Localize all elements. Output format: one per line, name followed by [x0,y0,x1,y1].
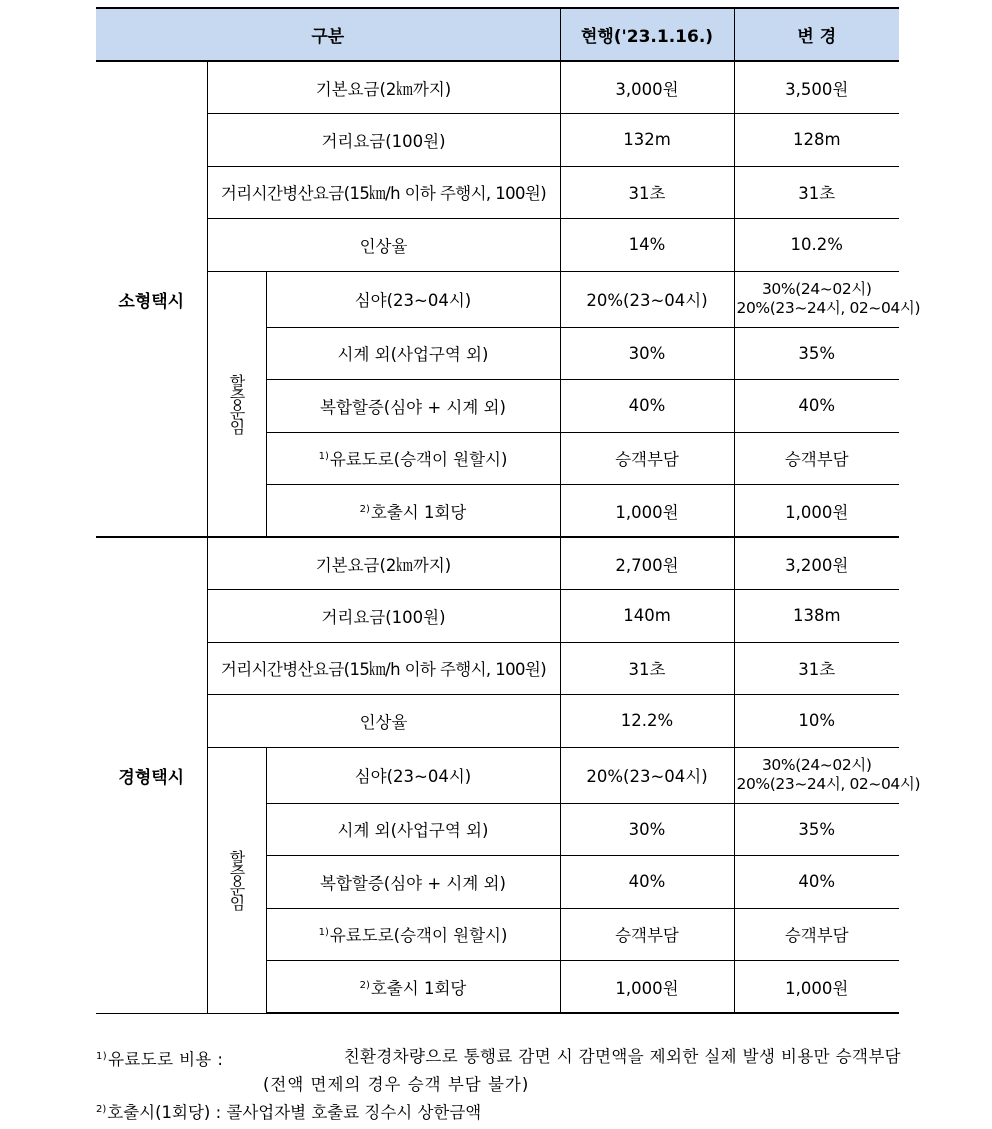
footnotes [96,1044,901,1125]
changed-cell [734,271,921,327]
changed-cell: 40% [734,380,899,433]
changed-cell: 10% [734,695,899,748]
item-cell: 인상율 [207,219,560,272]
footnote-marker: 2) [359,979,370,991]
changed-cell: 138m [734,590,899,643]
item-cell [266,961,560,1014]
footnote-1-label: 유료도로 비용 : [108,1050,224,1069]
footnote-1 [96,1044,901,1072]
current-cell: 30% [560,803,734,856]
current-cell: 31초 [560,166,734,219]
item-cell: 심야(23~04시) [266,271,560,327]
group-label: 소형택시 [96,61,207,537]
surcharge-label: 할증운임 [207,271,266,537]
footnote-1-head [96,1044,223,1072]
item-text: 호출시 1회당 [370,502,467,522]
table-row [96,61,899,114]
footnote-marker: 2) [96,1104,107,1115]
footnote-marker: 1) [96,1051,108,1062]
surcharge-label: 할증운임 [207,747,266,1013]
header-changed: 변 경 [734,8,899,61]
changed-cell: 40% [734,856,899,909]
current-cell: 20%(23~04시) [560,271,734,327]
table-row [96,590,899,643]
changed-cell: 승객부담 [734,432,899,485]
table-row [96,642,899,695]
current-cell: 승객부담 [560,908,734,961]
changed-cell: 1,000원 [734,485,899,538]
current-cell: 31초 [560,642,734,695]
current-cell: 2,700원 [560,537,734,590]
footnote-1-text: 친환경차량으로 통행료 감면 시 감면액을 제외한 실제 발생 비용만 승객부담 [343,1047,901,1066]
current-cell: 40% [560,380,734,433]
changed-cell: 10.2% [734,219,899,272]
table-row [96,695,899,748]
current-cell: 30% [560,327,734,380]
footnote-2-text: 호출시(1회당) : 콜사업자별 호출료 징수시 상한금액 [107,1103,482,1122]
item-text: 유료도로(승객이 원할시) [329,926,508,946]
changed-cell: 35% [734,327,899,380]
item-cell: 거리시간병산요금(15㎞/h 이하 주행시, 100원) [207,642,560,695]
changed-cell: 35% [734,803,899,856]
table-row [96,271,899,327]
changed-cell: 3,500원 [734,61,899,114]
header-current: 현행('23.1.16.) [560,8,734,61]
item-text: 유료도로(승객이 원할시) [329,450,508,470]
changed-cell: 31초 [734,166,899,219]
item-cell [266,485,560,538]
item-cell: 복합할증(심야 + 시계 외) [266,856,560,909]
changed-line-2: 20%(23~24시, 02~04시) [736,299,921,317]
item-cell: 거리시간병산요금(15㎞/h 이하 주행시, 100원) [207,166,560,219]
group-small-taxi [96,61,921,537]
item-cell: 인상율 [207,695,560,748]
changed-cell [734,747,921,803]
changed-cell: 1,000원 [734,961,899,1014]
group-label: 경형택시 [96,537,207,1013]
table-row [96,114,899,167]
table-row [96,747,899,803]
footnote-marker: 1) [318,927,329,939]
group-light-taxi [96,537,921,1013]
changed-cell: 승객부담 [734,908,899,961]
footnote-2 [96,1097,901,1125]
item-cell: 복합할증(심야 + 시계 외) [266,380,560,433]
item-cell: 기본요금(2㎞까지) [207,537,560,590]
item-cell: 기본요금(2㎞까지) [207,61,560,114]
current-cell: 140m [560,590,734,643]
table-row [96,219,899,272]
table-row [96,166,899,219]
item-text: 호출시 1회당 [370,978,467,998]
changed-line-1: 30%(24~02시) [761,280,872,298]
item-cell: 거리요금(100원) [207,114,560,167]
changed-cell: 3,200원 [734,537,899,590]
changed-line-2: 20%(23~24시, 02~04시) [736,775,921,793]
item-cell [266,432,560,485]
changed-line-1: 30%(24~02시) [761,756,872,774]
header-category: 구분 [96,8,560,61]
current-cell: 20%(23~04시) [560,747,734,803]
changed-cell: 31초 [734,642,899,695]
item-cell: 심야(23~04시) [266,747,560,803]
fare-comparison-table [96,7,921,1014]
footnote-marker: 2) [359,503,370,515]
table-row [96,537,899,590]
current-cell: 1,000원 [560,961,734,1014]
changed-cell: 128m [734,114,899,167]
current-cell: 1,000원 [560,485,734,538]
current-cell: 승객부담 [560,432,734,485]
footnote-1-continuation: (전액 면제의 경우 승객 부담 불가) [263,1075,530,1094]
current-cell: 12.2% [560,695,734,748]
item-cell: 거리요금(100원) [207,590,560,643]
current-cell: 40% [560,856,734,909]
item-cell: 시계 외(사업구역 외) [266,327,560,380]
current-cell: 14% [560,219,734,272]
item-cell [266,908,560,961]
current-cell: 3,000원 [560,61,734,114]
item-cell: 시계 외(사업구역 외) [266,803,560,856]
current-cell: 132m [560,114,734,167]
footnote-marker: 1) [318,451,329,463]
